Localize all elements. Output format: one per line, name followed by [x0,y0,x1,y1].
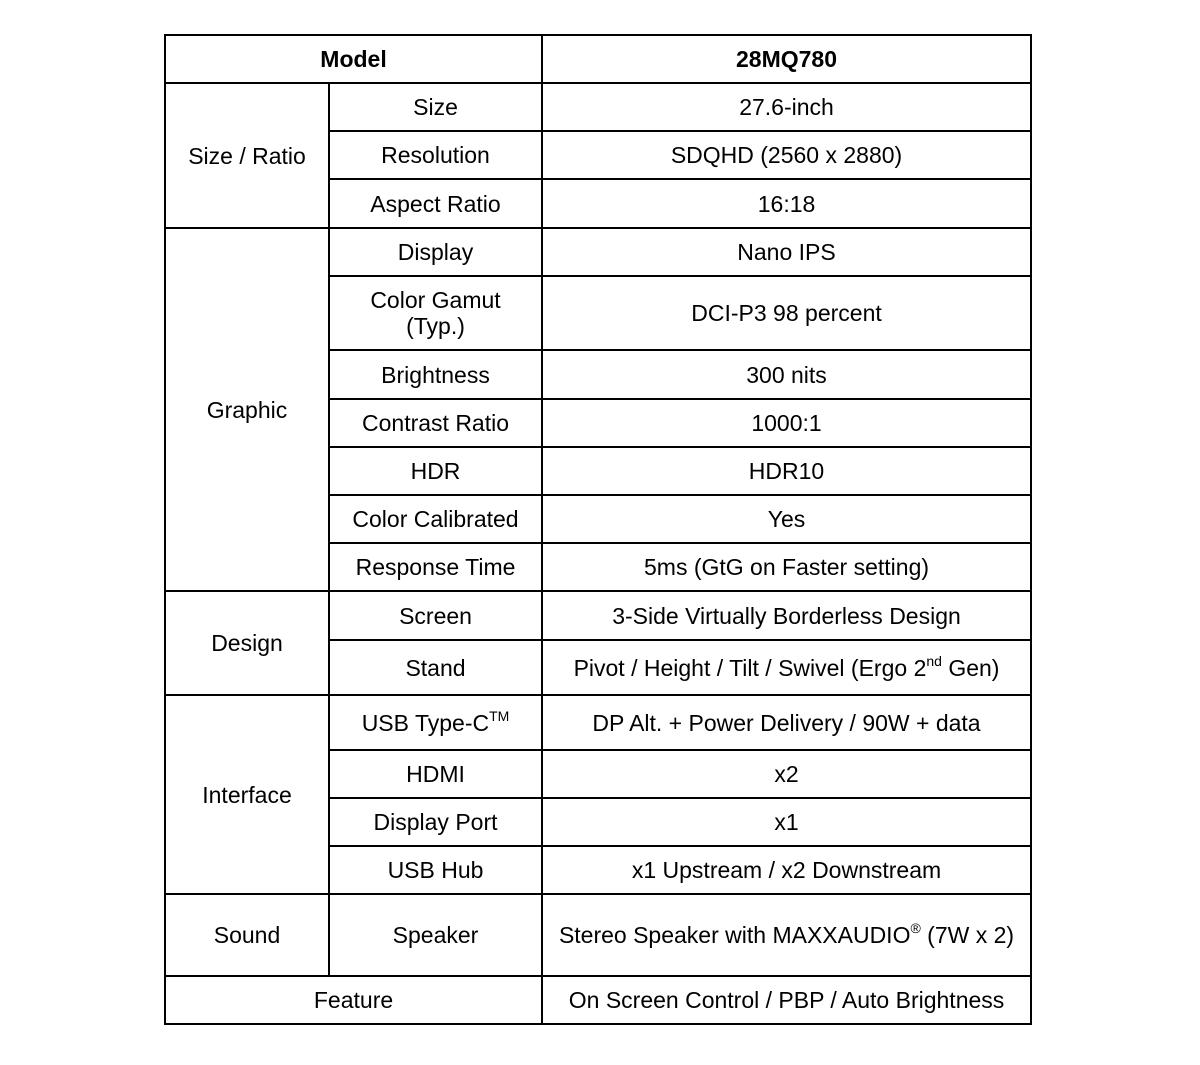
usb-type-c-value: DP Alt. + Power Delivery / 90W + data [542,695,1031,750]
feature-value: On Screen Control / PBP / Auto Brightness [542,976,1031,1024]
usb-hub-label: USB Hub [329,846,542,894]
hdmi-value: x2 [542,750,1031,798]
speaker-label: Speaker [329,894,542,976]
size-label: Size [329,83,542,131]
display-label: Display [329,228,542,276]
speaker-value-text: Stereo Speaker with MAXXAUDIO [558,922,911,948]
trademark-symbol: TM [489,707,510,724]
display-port-value: x1 [542,798,1031,846]
aspect-ratio-value: 16:18 [542,179,1031,228]
contrast-ratio-label: Contrast Ratio [329,399,542,447]
table-row [165,894,1031,976]
size-value: 27.6-inch [542,83,1031,131]
resolution-value: SDQHD (2560 x 2880) [542,131,1031,179]
color-calibrated-value: Yes [542,495,1031,543]
group-interface: Interface [165,695,329,894]
feature-label: Feature [165,976,542,1024]
table-row [165,83,1031,131]
hdmi-label: HDMI [329,750,542,798]
brightness-label: Brightness [329,350,542,399]
group-size-ratio: Size / Ratio [165,83,329,228]
table-row [165,591,1031,640]
stand-label: Stand [329,640,542,695]
hdr-label: HDR [329,447,542,495]
usb-type-c-label-text: USB Type-C [361,709,490,736]
usb-hub-value: x1 Upstream / x2 Downstream [542,846,1031,894]
speaker-value [542,894,1031,976]
table-row [165,695,1031,750]
hdr-value: HDR10 [542,447,1031,495]
contrast-ratio-value: 1000:1 [542,399,1031,447]
color-gamut-value: DCI-P3 98 percent [542,276,1031,350]
display-port-label: Display Port [329,798,542,846]
screen-value: 3-Side Virtually Borderless Design [542,591,1031,640]
speaker-value-suffix: (7W x 2) [920,922,1015,948]
model-value: 28MQ780 [542,35,1031,83]
header-row [165,35,1031,83]
resolution-label: Resolution [329,131,542,179]
aspect-ratio-label: Aspect Ratio [329,179,542,228]
display-value: Nano IPS [542,228,1031,276]
stand-value-superscript: nd [926,652,942,669]
color-calibrated-label: Color Calibrated [329,495,542,543]
response-time-value: 5ms (GtG on Faster setting) [542,543,1031,591]
registered-symbol: ® [910,920,921,936]
color-gamut-label: Color Gamut (Typ.) [329,276,542,350]
brightness-value: 300 nits [542,350,1031,399]
stand-value-suffix: Gen) [941,654,1000,681]
group-design: Design [165,591,329,695]
screen-label: Screen [329,591,542,640]
group-sound: Sound [165,894,329,976]
response-time-label: Response Time [329,543,542,591]
spec-table [164,34,1032,1025]
usb-type-c-label [329,695,542,750]
group-graphic: Graphic [165,228,329,591]
model-label: Model [165,35,542,83]
stand-value [542,640,1031,695]
table-row [165,228,1031,276]
table-row [165,976,1031,1024]
stand-value-text: Pivot / Height / Tilt / Swivel (Ergo 2 [573,654,927,681]
